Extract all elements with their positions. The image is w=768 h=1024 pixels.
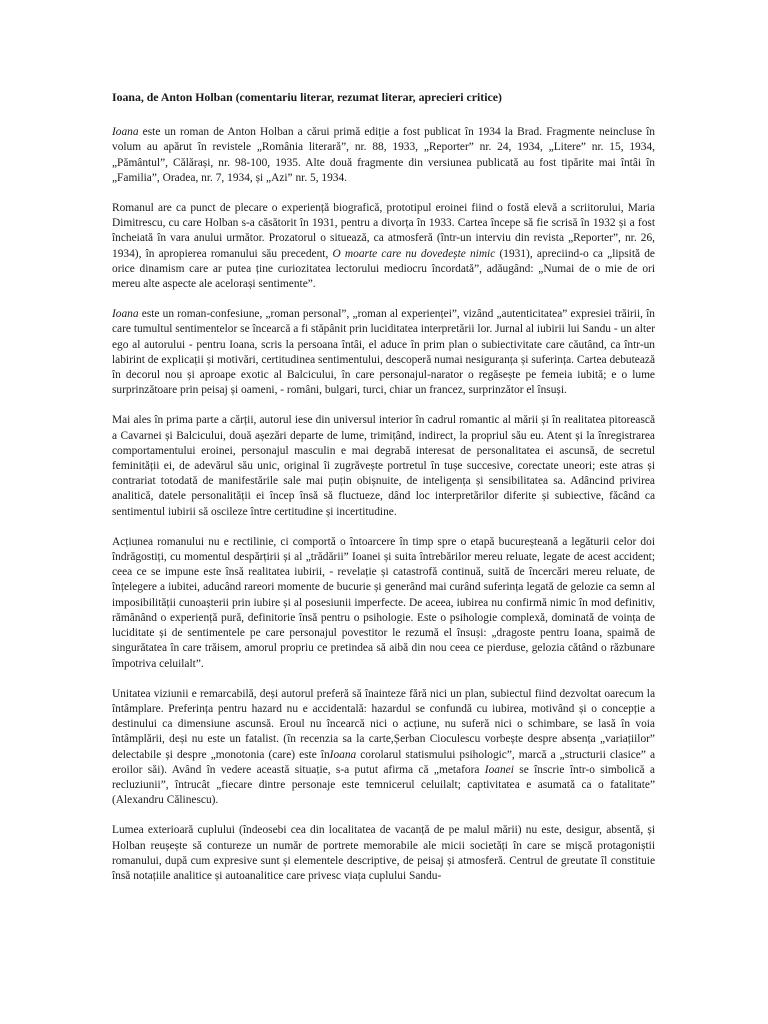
italic-title-text: Ioana [112,126,139,139]
paragraph-text: se înscrie într-o simbolică a recluziunii”, întrucât „fiecare dintre personaje este temnicerul celuilalt; captivitatea e asumată ca o fatalitate” (Alexandru Călinescu). [112,763,655,807]
italic-title-text: Ioana [329,748,357,761]
italic-title-text: Ioanei [484,763,514,776]
paragraph-7 [112,823,655,884]
paragraph-1 [112,125,655,186]
paragraph-2 [112,201,655,292]
italic-title-text: Ioana [112,308,139,321]
document-title: Ioana, de Anton Holban (comentariu literar, rezumat literar, aprecieri critice) [112,90,502,104]
paragraph-text: Acțiunea romanului nu e rectilinie, ci comportă o întoarcere în timp spre o etapă bucureșteană a legăturii celor doi îndrăgostiți, cu momentul despărțirii și al „trădării” Ioanei și suita întrebărilor mereu reluate, legate de acest accident; ceea ce se impune este însă realitatea iubirii, - revelație și catastrofă continuă, suită de încercări mereu reluate, de înțelegere a iubitei, aducând rareori momente de bucurie și generând mai curând suferința legată de gelozie ca semn al imposibilității cunoașterii prin iubire și al posesiunii imperfecte. De aceea, iubirea nu confirmă nimic în mod definitiv, rămânând o experiență pură, definitorie însă pentru o psihologie. Este o psihologie complexă, dominată de voința de luciditate și de sentimentele pe care personajul povestitor le rezumă el însuși: „dragoste pentru Ioana, spaimă de singurătatea în care trăisem, amorul propriu ce pretindea să aibă din nou ceea ce pierduse, gelozia cătând o răzbunare împotriva celuilalt”. [112,535,655,670]
paragraph-text: Mai ales în prima parte a cărții, autorul iese din universul interior în cadrul romantic al mării și în realitatea pitorească a Cavarnei și Balcicului, două așezări departe de lume, trimițând, indirect, la propriul său eu. Atent și la înregistrarea comportamentului eroinei, personajul masculin e mai degrabă interesat de personalitatea ei ascunsă, de secretul feminității ei, de adevărul său unic, original îi zugrăvește portretul în tușe succesive, corectate uneori; este atras și contrariat totodată de manifestările sale mai puțin obișnuite, de inteligența și sensibilitatea sa. Adâncind privirea analitică, datele personalității ei încep însă să fluctueze, dând loc interpretărilor diferite și subiective, făcând ca sentimentul iubirii să oscileze între certitudine și incertitudine. [112,414,655,518]
italic-title-text: O moarte care nu dovedește nimic [332,247,496,260]
paragraph-text: este un roman de Anton Holban a cărui primă ediție a fost publicat în 1934 la Brad. Fragmente neincluse în volum au apărut în revistele „România literară”, nr. 88, 1933, „Reporter” nr. 24, 1934, „Litere” nr. 15, 1934, „Pământul”, Călărași, nr. 98-100, 1935. Alte două fragmente din versiunea publicată au fost tipărite mai întâi în „Familia”, Oradea, nr. 7, 1934, și „Azi” nr. 5, 1934. [112,126,655,184]
document-body [112,125,655,884]
document-page [112,90,655,899]
paragraph-text: Unitatea viziunii e remarcabilă, deși autorul preferă să înainteze fără nici un plan, subiectul fiind dezvoltat oarecum la întâmplare. Preferința pentru hazard nu e accidentală: hazardul se confundă cu iubirea, motivând și o concepție a destinului ca dimensiune ascunsă. Eroul nu încearcă nici o acțiune, nu suferă nici o schimbare, se lasă în voia întâmplării, deși nu este un fatalist. (în recenzia sa la carte,Șerban Cioculescu vorbește despre absența „variațiilor” delectabile și despre „monotonia (care) este în [112,687,655,761]
paragraph-text: Lumea exterioară cuplului (îndeosebi cea din localitatea de vacanță de pe malul mării) nu este, desigur, absentă, și Holban reușește să contureze un număr de portrete memorabile ale micii societăți în care se mișcă protagoniștii romanului, după cum expresive sunt și elementele descriptive, de peisaj și atmosferă. Centrul de greutate îl constituie însă notațiile analitice și autoanalitice care privesc viața cuplului Sandu- [112,824,655,882]
paragraph-5 [112,535,655,672]
paragraph-text: este un roman-confesiune, „roman personal”, „roman al experienței”, vizând „autenticitatea” expresiei trăirii, în care tumultul sentimentelor se încearcă a fi stăpânit prin luciditatea interpretării lor. Jurnal al iubirii lui Sandu - un alter ego al autorului - pentru Ioana, scris la persoana întâi, el aduce în prim plan o subiectivitate care căutând, ca într-un labirint de explicații și motivări, certitudinea sentimentului, descoperă numai nesiguranța și suferința. Cartea debutează în decorul nou și aproape exotic al Balcicului, în care personajul-narator o regăsește pe femeia iubită; e o lume surprinzătoare prin peisaj și oameni, - români, bulgari, turci, chiar un francez, surprinzător el însuși. [112,308,655,397]
paragraph-text: Romanul are ca punct de plecare o experiență biografică, prototipul eroinei fiind o fostă elevă a scriitorului, Maria Dimitrescu, cu care Holban s-a căsătorit în 1931, pentru a divorța în 1933. Cartea începe să fie scrisă în 1932 și a fost încheiată în vara anului următor. Prozatorul o situează, ca atmosferă (într-un interviu din revista „Reporter”, nr. 26, 1934), în apropierea romanului său precedent, [112,202,655,260]
paragraph-4 [112,413,655,519]
paragraph-6 [112,687,655,809]
paragraph-3 [112,307,655,398]
paragraph-text: (1931), apreciind-o ca „lipsită de orice dinamism care ar putea ține curiozitatea lectorului mediocru încordată”, adăugând: „Numai de o mie de ori mereu alte aspecte ale acelorași sentimente”. [112,247,655,291]
paragraph-text: corolarul statismului psihologic”, marcă a „structurii clasice” a eroilor săi). Având în vedere această situație, s-a putut afirma că „metafora [112,748,655,776]
